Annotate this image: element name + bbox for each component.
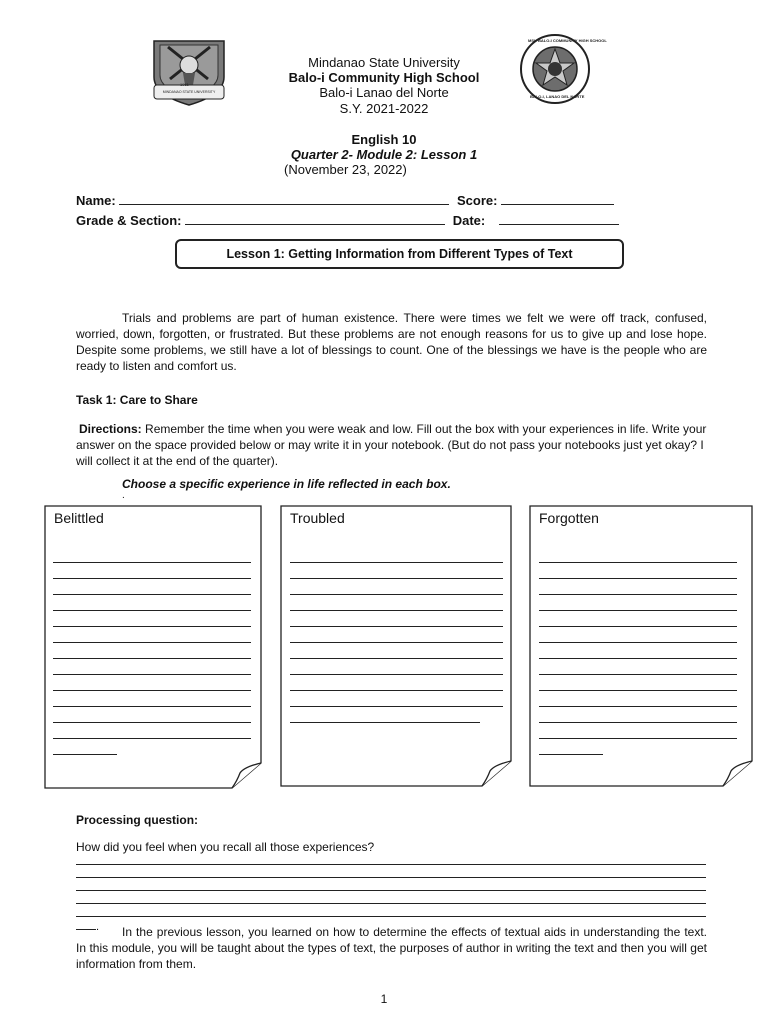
intro-paragraph: [76, 310, 707, 374]
lesson-title-box: Lesson 1: Getting Information from Different Types of Text: [175, 239, 624, 269]
answer-end-mark: .: [96, 921, 100, 933]
subject-title: English 10: [351, 132, 417, 147]
page-number: 1: [380, 992, 388, 1006]
bchs-seal-bottom-text: BALO-I, LANAO DEL NORTE: [530, 94, 585, 99]
processing-answer-lines[interactable]: [76, 852, 706, 933]
card-forgotten: [529, 505, 755, 788]
processing-label: Processing question:: [76, 813, 199, 827]
grade-date-row: [76, 213, 619, 228]
msu-seal-text: MINDANAO STATE UNIVERSITY: [162, 90, 216, 94]
card-title-belittled: Belittled: [54, 510, 104, 526]
name-label: Name:: [76, 193, 116, 208]
grade-section-label: Grade & Section:: [76, 213, 182, 228]
card-lines-forgotten[interactable]: [539, 547, 737, 755]
directions-paragraph: [76, 421, 707, 469]
instruction-dot: .: [122, 490, 125, 501]
score-label: Score:: [457, 193, 498, 208]
card-belittled: [44, 505, 264, 790]
date-label: Date:: [452, 213, 486, 228]
module-date: (November 23, 2022): [284, 162, 407, 177]
directions-text: Remember the time when you were weak and low. Fill out the box with your experiences in life. Write your answer on the space provided below or may write it in your notebook. (But do not pass your notebooks just yet okay? I will collect it at the end of the quarter).: [76, 422, 707, 468]
closing-paragraph: [76, 924, 707, 972]
bchs-seal-text: MSU BALO-I COMMUNITY HIGH SCHOOL: [528, 38, 607, 43]
card-title-troubled: Troubled: [290, 510, 345, 526]
grade-section-input-line[interactable]: [185, 213, 445, 225]
name-score-row: [76, 193, 614, 208]
intro-text: Trials and problems are part of human existence. There were times we felt we were off track, confused, worried, down, forgotten, or frustrated. But these problems are not enough reasons for us to give up and lose hope. Despite some problems, we still have a lot of blessings to count. One of the blessings we have is the people who are ready to listen and comfort us.: [76, 311, 707, 373]
school-location: Balo-i Lanao del Norte: [319, 85, 449, 100]
msu-seal-year: 1961: [180, 82, 189, 87]
card-title-forgotten: Forgotten: [539, 510, 599, 526]
university-name: Mindanao State University: [308, 55, 460, 70]
task-title: Task 1: Care to Share: [76, 393, 198, 407]
processing-question: How did you feel when you recall all those experiences?: [76, 840, 375, 854]
school-name: Balo-i Community High School: [288, 70, 480, 85]
name-input-line[interactable]: [119, 193, 449, 205]
score-input-line[interactable]: [501, 193, 614, 205]
card-troubled: [280, 505, 514, 788]
closing-text: In the previous lesson, you learned on how to determine the effects of textual aids in understanding the text. In this module, you will be taught about the types of text, the purposes of author in writing the text and then you will get information from them.: [76, 925, 707, 971]
card-lines-belittled[interactable]: [53, 547, 251, 755]
module-title: Quarter 2- Module 2: Lesson 1: [290, 147, 478, 162]
school-year: S.Y. 2021-2022: [339, 101, 429, 116]
directions-label: Directions:: [79, 422, 142, 436]
card-lines-troubled[interactable]: [290, 547, 503, 723]
task-instruction: Choose a specific experience in life reflected in each box.: [122, 477, 451, 491]
date-input-line[interactable]: [499, 213, 619, 225]
